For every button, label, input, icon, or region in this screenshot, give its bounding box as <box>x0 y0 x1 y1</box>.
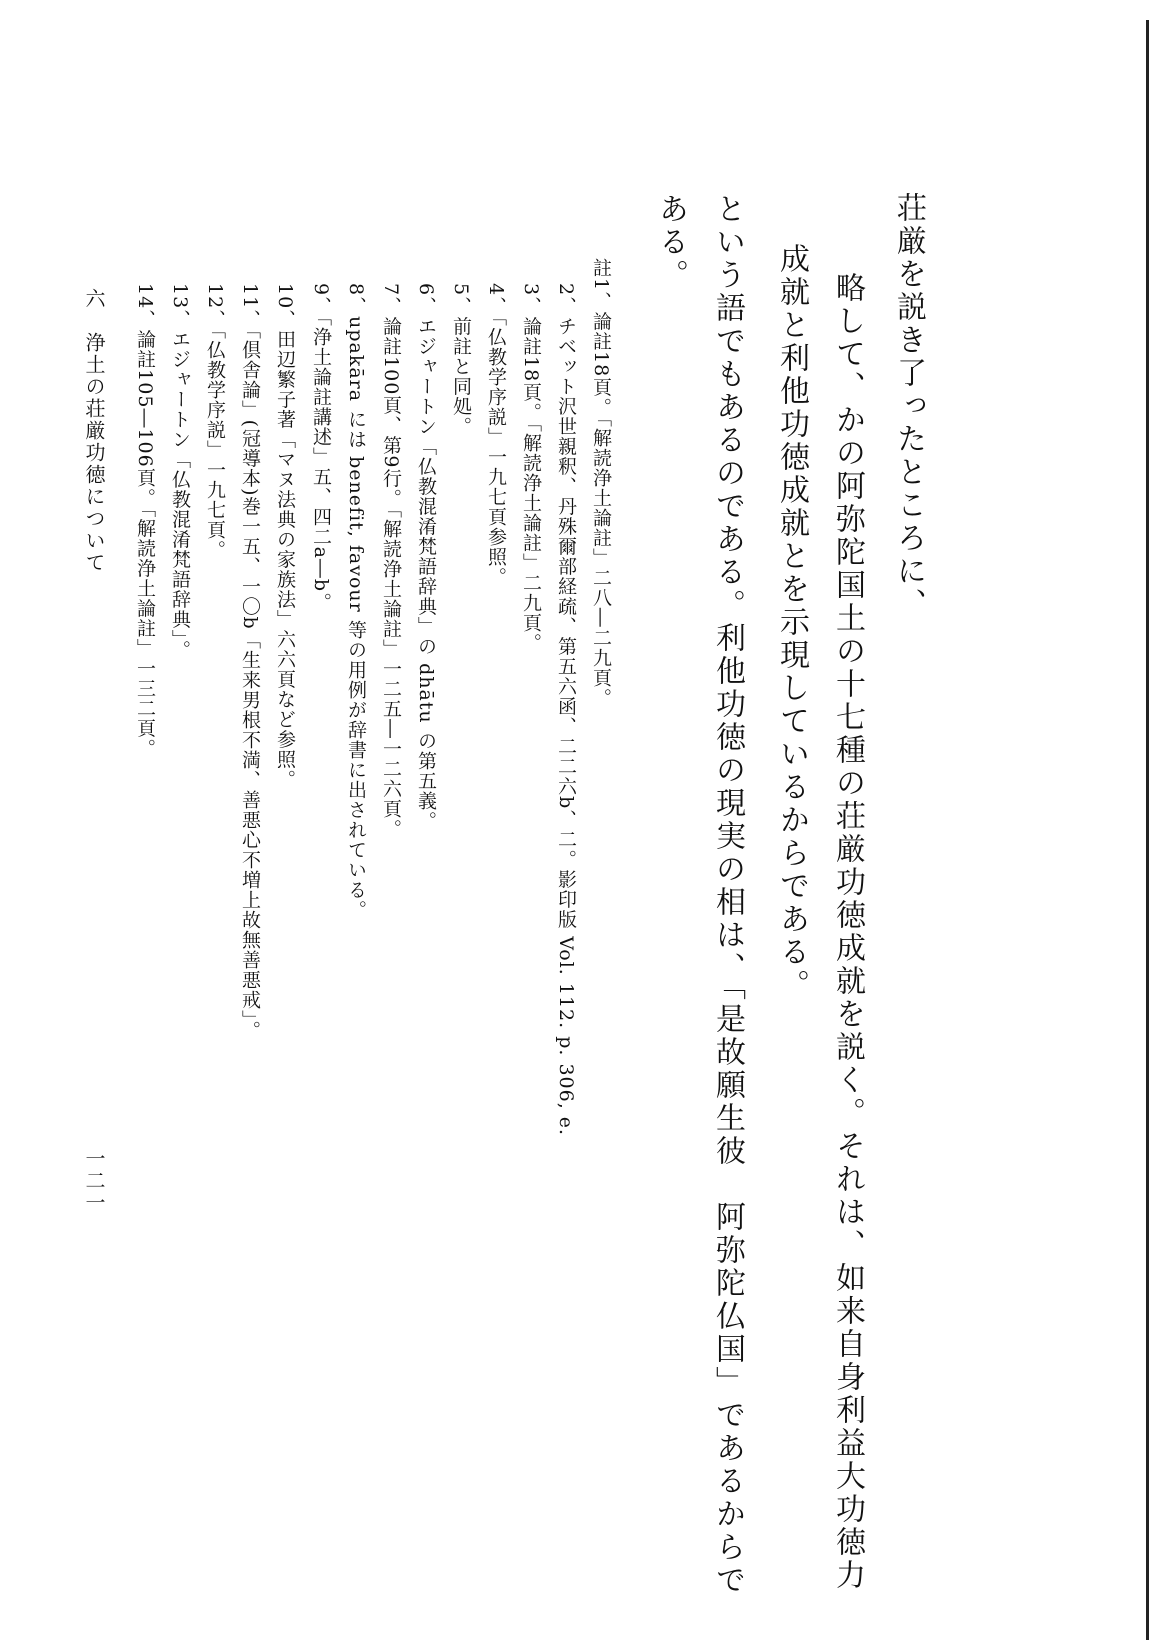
body-line-5: ある。 <box>653 193 688 292</box>
note-line-12: 12、「仏教学序説」一九七頁。 <box>204 283 226 560</box>
note-line-1: 註1、論註18頁。「解読浄土論註」二八―二九頁。 <box>590 258 612 708</box>
note-line-9: 9、「浄土論註講述」五、四二a―b。 <box>310 283 332 613</box>
note-line-14: 14、論註105―106頁。「解読浄土論註」一三二頁。 <box>134 283 156 759</box>
note-line-2: 2、チベット沢世親釈、丹殊爾部経疏、第五六函、二二六b、二。影印版 Vol. 112. p. 306, e. <box>555 283 577 1137</box>
note-line-5: 5、前註と同処。 <box>450 283 472 437</box>
note-line-7: 7、論註100頁、第9行。「解読浄土論註」一二五―一二六頁。 <box>380 283 402 839</box>
body-line-2: 略して、かの阿弥陀国土の十七種の荘厳功徳成就を説く。それは、如来自身利益大功徳力 <box>830 272 865 1592</box>
page-number: 一二一 <box>82 1148 106 1214</box>
body-line-4: という語でもあるのである。利他功徳の現実の相は、「是故願生彼 阿弥陀仏国」であるからで <box>710 193 745 1597</box>
running-section-title: 六 浄土の荘厳功徳について <box>82 288 106 574</box>
note-line-11: 11、「倶舎論」(冠導本)巻一五、一〇b「生来男根不満、善悪心不増上故無善悪戒」。 <box>239 283 261 1041</box>
body-line-1: 荘厳を説き了ったところに、 <box>891 192 926 621</box>
note-line-4: 4、「仏教学序説」一九七頁参照。 <box>485 283 507 587</box>
note-line-10: 10、田辺繁子著「マヌ法典の家族法」六六頁など参照。 <box>274 283 296 790</box>
body-line-3: 成就と利他功徳成就とを示現しているからである。 <box>774 243 809 1002</box>
page-edge-rule <box>1146 20 1149 1640</box>
note-line-6: 6、エジャートン「仏教混淆梵語辞典」の dhātu の第五義。 <box>415 283 437 831</box>
note-line-13: 13、エジャートン「仏教混淆梵語辞典」。 <box>169 283 191 660</box>
note-line-3: 3、論註18頁。「解読浄土論註」二九頁。 <box>520 283 542 653</box>
note-line-8: 8、upakāra には benefit, favour 等の用例が辞書に出されている。 <box>345 283 367 920</box>
